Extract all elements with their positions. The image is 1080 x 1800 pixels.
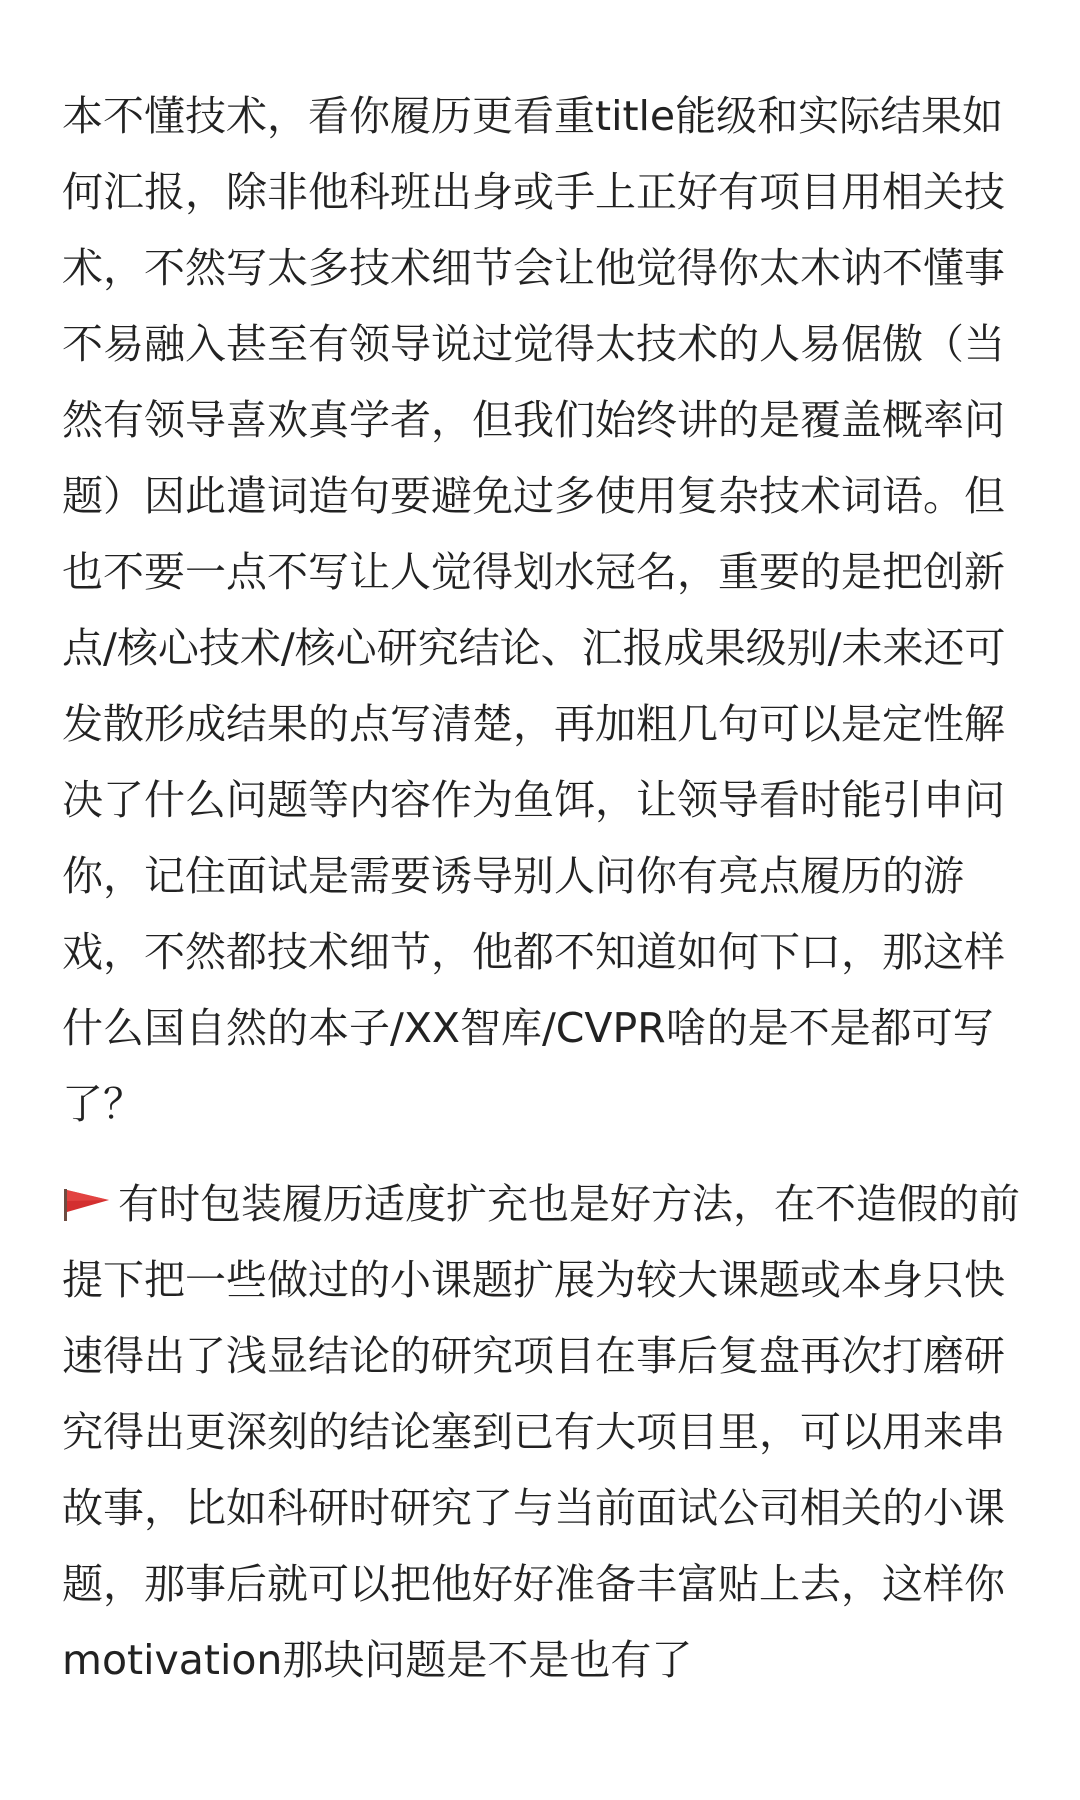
article-body <box>62 78 1022 1698</box>
triangular-flag-icon <box>62 1186 112 1222</box>
paragraph-1: 本不懂技术，看你履历更看重title能级和实际结果如何汇报，除非他科班出身或手上正好有项目用相关技术，不然写太多技术细节会让他觉得你太木讷不懂事不易融入甚至有领导说过觉得太技术的人易倨傲（当然有领导喜欢真学者，但我们始终讲的是覆盖概率问题）因此遣词造句要避免过多使用复杂技术词语。但也不要一点不写让人觉得划水冠名，重要的是把创新点/核心技术/核心研究结论、汇报成果级别/未来还可发散形成结果的点写清楚，再加粗几句可以是定性解决了什么问题等内容作为鱼饵，让领导看时能引申问你，记住面试是需要诱导别人问你有亮点履历的游戏，不然都技术细节，他都不知道如何下口，那这样什么国自然的本子/XX智库/CVPR啥的是不是都可写了？ <box>62 92 1006 1128</box>
paragraph-2 <box>62 1166 1022 1698</box>
paragraph-2-text: 有时包装履历适度扩充也是好方法，在不造假的前提下把一些做过的小课题扩展为较大课题或本身只快速得出了浅显结论的研究项目在事后复盘再次打磨研究得出更深刻的结论塞到已有大项目里，可以用来串故事，比如科研时研究了与当前面试公司相关的小课题，那事后就可以把他好好准备丰富贴上去，这样你motivation那块问题是不是也有了 <box>62 1180 1020 1684</box>
